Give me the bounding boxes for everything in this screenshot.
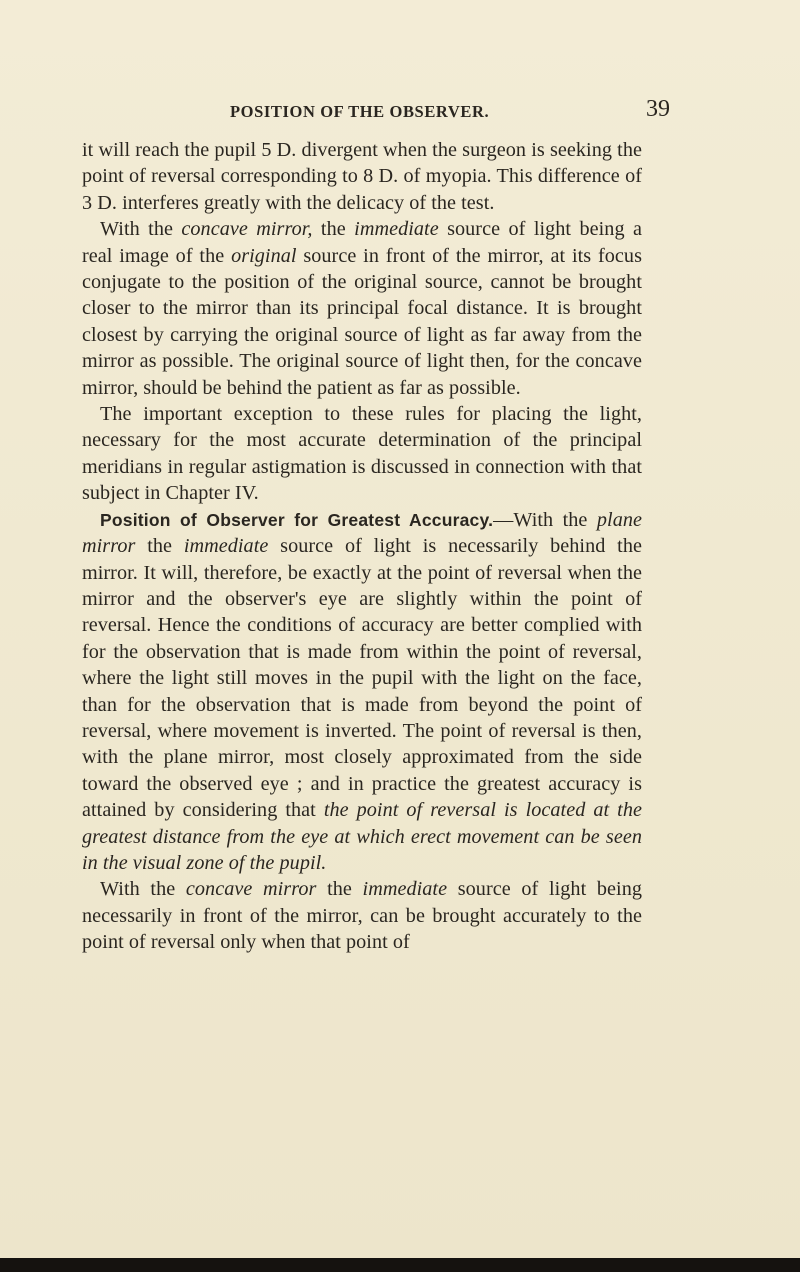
italic-text: immediate [362, 878, 448, 901]
text-run: the [135, 535, 184, 558]
text-run: the [312, 218, 355, 241]
text-run: With the [100, 218, 182, 241]
italic-text: concave mirror [185, 878, 317, 901]
text-run: The important exception to these rules for placing the light, necessary for the most accurate determination of the principal meridians in regular astigmation is discussed in connection with that subject in Chapter IV. [82, 403, 642, 505]
text-run: With the [100, 878, 186, 901]
paragraph [82, 507, 642, 877]
page-number: 39 [646, 96, 670, 122]
running-title: POSITION OF THE OBSERVER. [230, 102, 490, 121]
paragraph [82, 876, 642, 955]
text-run: it will reach the pupil 5 D. divergent when the surgeon is seeking the point of reversal corresponding to 8 D. of myopia. This difference of 3 D. interferes greatly with the delicacy of the test. [82, 139, 642, 214]
page-header [230, 96, 670, 126]
paragraph [82, 401, 642, 507]
text-run: source of light being necessarily in front of the mirror, can be brought accurately to the point of reversal only when that point of [82, 878, 642, 954]
section-heading: Position of Observer for Greatest Accuracy. [100, 509, 494, 530]
text-run: source of light being a real image of the [82, 218, 643, 267]
italic-text: immediate [354, 218, 439, 241]
italic-text: plane mirror [82, 508, 642, 558]
paragraph [82, 137, 642, 216]
italic-text: the point of reversal is located at the greatest distance from the eye at which erect movement can be seen in the visual zone of the pupil. [82, 799, 642, 874]
body-text [82, 137, 642, 956]
text-run: the [316, 878, 363, 901]
paragraph [82, 216, 642, 401]
text-run: source of light is necessarily behind the mirror. It will, therefore, be exactly at the point of reversal when the mirror and the observer's eye are slightly within the point of reversal. Hence the conditions of accuracy are better complied with for the observation that is made from within the point of reversal, where the light still moves in the pupil with the light on the face, than for the observation that is made from beyond the point of reversal, where movement is inverted. The point of reversal is then, with the plane mirror, most closely approximated from the side toward the observed eye ; and in practice the greatest accuracy is attained by considering that [82, 535, 642, 822]
text-run: source in front of the mirror, at its focus conjugate to the position of the original source, cannot be brought closer to the mirror than its principal focal distance. It is brought closest by carrying the original source of light as far away from the mirror as possible. The original source of light then, for the concave mirror, should be behind the patient as far as possible. [82, 244, 642, 399]
italic-text: immediate [183, 535, 269, 558]
italic-text: concave mirror, [181, 218, 313, 241]
bottom-edge-rule [0, 1258, 800, 1272]
italic-text: original [231, 244, 297, 267]
text-run: —With the [493, 508, 597, 531]
